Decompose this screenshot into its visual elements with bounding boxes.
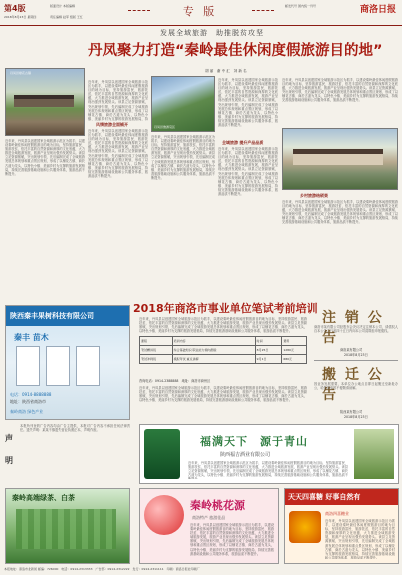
ad-candy [284,488,399,564]
ad-address: 地址：陕西省商洛市 [10,399,46,404]
ad-candy-sub: 商洛四喜糖业 [325,511,349,516]
feature-photo-scenic [151,76,215,132]
cancellation-notice-body: 商洛市某有限公司经股东会决议决定注销本公司，请债权人自本公告之日起四十五日内向本公司清算组申报债权。 [314,325,398,334]
exam-contact: 咨询电话：0914-2388888 地址：商洛市商州区 [139,379,211,383]
photo-caption-2: 丹凤县旅游景区 [154,125,176,129]
header-rule-left [128,10,150,11]
feature-column-5b: 近年来，丹凤县以创建国家全域旅游示范区为抓手，以建设秦岭最佳休闲度假旅游目的地为目标，坚持旅游富民、旅游扶贫，依托丰富的自然资源和深厚的文化底蕴，大力推进全域旅游发展，旅游产业呈现出强劲发展势头。该县立足资源禀赋，突出规划引领，先后编制完成了全域旅游发展总体规划和重点景区规划，形成了以棣花古镇、商於古道为龙头，以特色小镇、美丽乡村为支撑的旅游发展格局，持续完善旅游基础设施和公共服务体系，旅游品质不断提升。 [282,200,398,225]
section-title: 专 版 [182,5,218,18]
peach-shape [144,495,184,535]
ad-peach-text: 近年来，丹凤县以创建国家全域旅游示范区为抓手，以建设秦岭最佳休闲度假旅游目的地为目标，坚持旅游富民、旅游扶贫，依托丰富的自然资源和深厚的文化底蕴，大力推进全域旅游发展，旅游产业呈现出强劲发展势头。该县立足资源禀赋，突出规划引领，先后编制完成了全域旅游发展总体规划和重点景区规划，形成了以棣花古镇、商於古道为龙头，以特色小镇、美丽乡村为支撑的旅游发展格局，持续完善旅游基础设施和公共服务体系，旅游品质不断提升。 [190,523,274,556]
feature-column-5a: 近年来，丹凤县以创建国家全域旅游示范区为抓手，以建设秦岭最佳休闲度假旅游目的地为目标，坚持旅游富民、旅游扶贫，依托丰富的自然资源和深厚的文化底蕴，大力推进全域旅游发展，旅游产业呈现出强劲发展势头。该县立足资源禀赋，突出规划引领，先后编制完成了全域旅游发展总体规划和重点景区规划，形成了以棣花古镇、商於古道为龙头，以特色小镇、美丽乡村为支撑的旅游发展格局，持续完善旅游基础设施和公共服务体系，旅游品质不断提升。 [282,78,398,103]
statement-label: 声 明 [5,434,13,465]
page-number: 第4版 [4,4,26,13]
ad-peach-title: 秦岭桃花源 [190,499,245,512]
th-time: 时间 [255,337,282,346]
feature-column-4a: 近年来，丹凤县以创建国家全域旅游示范区为抓手，以建设秦岭最佳休闲度假旅游目的地为目标，坚持旅游富民、旅游扶贫，依托丰富的自然资源和深厚的文化底蕴，大力推进全域旅游发展，旅游产业呈现出强劲发展势头。该县立足资源禀赋，突出规划引领，先后编制完成了全域旅游发展总体规划和重点景区规划，形成了以棣花古镇、商於古道为龙头，以特色小镇、美丽乡村为支撑的旅游发展格局，持续完善旅游基础设施和公共服务体系，旅游品质不断提升。 [218,78,278,128]
header-rule-right [252,10,274,11]
subhead-1: 风情旅游全面铺开 [96,122,128,127]
product-box-3 [76,346,100,386]
feature-column-4b: 近年来，丹凤县以创建国家全域旅游示范区为抓手，以建设秦岭最佳休闲度假旅游目的地为目标，坚持旅游富民、旅游扶贫，依托丰富的自然资源和深厚的文化底蕴，大力推进全域旅游发展，旅游产业呈现出强劲发展势头。该县立足资源禀赋，突出规划引领，先后编制完成了全域旅游发展总体规划和重点景区规划，形成了以棣花古镇、商於古道为龙头，以特色小镇、美丽乡村为支撑的旅游发展格局，持续完善旅游基础设施和公共服务体系，旅游品质不断提升。 [218,147,278,197]
ad-footer: 秦岭商洛 绿色产业 [10,409,44,414]
feature-byline: 胡 丽 谢 中 汇 刘 新 名 [205,69,247,73]
th-content: 培训内容 [172,337,255,346]
cancellation-notice-date: 2018年8月23日 [344,353,368,357]
cell: 8月25日 [255,346,282,355]
exam-intro: 近年来，丹凤县以创建国家全域旅游示范区为抓手，以建设秦岭最佳休闲度假旅游目的地为目标，坚持旅游富民、旅游扶贫，依托丰富的自然资源和深厚的文化底蕴，大力推进全域旅游发展，旅游产业呈现出强劲发展势头。该县立足资源禀赋，突出规划引领，先后编制完成了全域旅游发展总体规划和重点景区规划，形成了以棣花古镇、商於古道为龙头，以特色小镇、美丽乡村为支撑的旅游发展格局，持续完善旅游基础设施和公共服务体系，旅游品质不断提升。 [139,317,307,334]
feature-photo-town [282,128,398,190]
statement-body: 本报所刊登的广告内容均由广告主提供，本报对广告内容不承担任何法律责任。遗失声明：某某不慎遗失营业执照正本，声明作废。 [20,424,130,433]
page-footer: 本报地址：商洛市北新街 邮编：726000 电话：0914-2313333 广告部：0914-2312222 发行：0914-2311111 印刷：商洛日报社印刷厂 [4,567,200,571]
tea-field-shape [16,509,116,549]
cell: 模拟考试 重点讲解 [172,355,255,364]
ad-phone: 0914-8888888 [22,392,52,397]
ad-liquor-text: 近年来，丹凤县以创建国家全域旅游示范区为抓手，以建设秦岭最佳休闲度假旅游目的地为目标，坚持旅游富民、旅游扶贫，依托丰富的自然资源和深厚的文化底蕴，大力推进全域旅游发展，旅游产业呈现出强劲发展势头。该县立足资源禀赋，突出规划引领，先后编制完成了全域旅游发展总体规划和重点景区规划，形成了以棣花古镇、商於古道为龙头，以特色小镇、美丽乡村为支撑的旅游发展格局，持续完善旅游基础设施和公共服务体系，旅游品质不 [188,461,348,478]
product-box-1 [16,346,40,386]
relocation-notice-date: 2018年8月23日 [344,415,368,419]
cancellation-notice-title: 注 销 公 告 [322,310,384,346]
notice-divider [314,360,398,361]
feature-column-3: 近年来，丹凤县以创建国家全域旅游示范区为抓手，以建设秦岭最佳休闲度假旅游目的地为目标，坚持旅游富民、旅游扶贫，依托丰富的自然资源和深厚的文化底蕴，大力推进全域旅游发展，旅游产业呈现出强劲发展势头。该县立足资源禀赋，突出规划引领，先后编制完成了全域旅游发展总体规划和重点景区规划，形成了以棣花古镇、商於古道为龙头，以特色小镇、美丽乡村为支撑的旅游发展格局，持续完善旅游基础设施和公共服务体系，旅游品质不断提升。 [151,135,215,180]
subhead-2: 全域旅游 提升产品品质 [222,140,264,145]
ad-liquor-slogan: 福满天下 源于青山 [200,435,308,448]
cell: 680元 [282,355,307,364]
feature-kicker: 发展全域旅游 助推脱贫攻坚 [160,29,264,37]
feature-photo-village [5,68,85,136]
subhead-3: 乡村旅游结硕果 [300,193,328,198]
left-meta: 版面设计 本版编辑 [50,4,75,8]
exam-table-header [140,337,307,346]
right-meta: 邮发代号 国内统一刊号 [285,4,316,8]
table-row [140,355,307,364]
cell: 笔试冲刺班 [140,355,173,364]
exam-details: 近年来，丹凤县以创建国家全域旅游示范区为抓手，以建设秦岭最佳休闲度假旅游目的地为目标，坚持旅游富民、旅游扶贫，依托丰富的自然资源和深厚的文化底蕴，大力推进全域旅游发展，旅游产业呈现出强劲发展势头。该县立足资源禀赋，突出规划引领，先后编制完成了全域旅游发展总体规划和重点景区规划，形成了以棣花古镇、商於古道为龙头，以特色小镇、美丽乡村为支撑的旅游发展格局，持续完善旅游基础设施和公共服务体系，旅游品质不断提升。 [139,386,307,403]
cell: 综合基础知识 职业能力倾向测验 [172,346,255,355]
editor-line: 责任编辑 赵军 组版 王红 [50,15,83,19]
relocation-notice-title: 搬 迁 公 告 [322,367,384,403]
ad-peach-sub: 商洛特产 旅游佳品 [192,515,226,520]
roofline-shape [14,95,74,107]
liquor-bottle-shape [144,429,180,479]
relocation-notice-body: 因业务发展需要，本单位办公地点自即日起搬迁至新址办公，给您带来的不便敬请谅解。 [314,382,398,391]
exam-title: 2018年商洛市事业单位笔试考前培训 [133,302,318,315]
feature-column-2b: 近年来，丹凤县以创建国家全域旅游示范区为抓手，以建设秦岭最佳休闲度假旅游目的地为目标，坚持旅游富民、旅游扶贫，依托丰富的自然资源和深厚的文化底蕴，大力推进全域旅游发展，旅游产业呈现出强劲发展势头。该县立足资源禀赋，突出规划引领，先后编制完成了全域旅游发展总体规划和重点景区规划，形成了以棣花古镇、商於古道为龙头，以特色小镇、美丽乡村为支撑的旅游发展格局，持续完善旅游基础设施和公共服务体系，旅游品质不断提升。 [88,129,148,179]
ad-liquor-company: 陕西福吉酒业有限公司 [220,452,271,458]
feature-column-1: 近年来，丹凤县以创建国家全域旅游示范区为抓手，以建设秦岭最佳休闲度假旅游目的地为目标，坚持旅游富民、旅游扶贫，依托丰富的自然资源和深厚的文化底蕴，大力推进全域旅游发展，旅游产业呈现出强劲发展势头。该县立足资源禀赋，突出规划引领，先后编制完成了全域旅游发展总体规划和重点景区规划，形成了以棣花古镇、商於古道为龙头，以特色小镇、美丽乡村为支撑的旅游发展格局，持续完善旅游基础设施和公共服务体系，旅游品质不断提升。 [5,139,85,176]
candy-box-shape [289,511,321,543]
feature-headline: 丹凤聚力打造“秦岭最佳休闲度假旅游目的地” [88,43,383,59]
ad-candy-title: 天天四喜糖 好事自然有 [288,493,361,501]
cancellation-notice-signer: 商洛某有限公司 [340,348,363,352]
masthead-logo: 商洛日报 [359,5,396,15]
table-row [140,346,307,355]
photo-caption: 丹凤县棣花古镇 [10,71,32,75]
relocation-notice-signer: 陕西某有限公司 [340,410,363,414]
th-course: 课程 [140,337,173,346]
cell: 1280元 [282,346,307,355]
building-shape [293,149,383,165]
ad-company-name: 陕西秦丰果树科技有限公司 [10,312,94,320]
product-box-2 [46,346,70,386]
ad-orchard-company [5,305,130,420]
ad-liquor-image [354,429,394,479]
page-header [0,0,402,26]
cell: 9月1日 [255,355,282,364]
ad-liquor [139,424,399,484]
ad-peach [139,488,279,564]
cell: 笔试精讲班 [140,346,173,355]
ad-tea-title: 秦岭高端绿茶、白茶 [12,494,75,502]
date-line: 2018年8月23日 星期四 [4,15,37,19]
exam-table [139,336,307,364]
th-fee: 费用 [282,337,307,346]
feature-column-2a: 近年来，丹凤县以创建国家全域旅游示范区为抓手，以建设秦岭最佳休闲度假旅游目的地为目标，坚持旅游富民、旅游扶贫，依托丰富的自然资源和深厚的文化底蕴，大力推进全域旅游发展，旅游产业呈现出强劲发展势头。该县立足资源禀赋，突出规划引领，先后编制完成了全域旅游发展总体规划和重点景区规划，形成了以棣花古镇、商於古道为龙头，以特色小镇、美丽乡村为支撑的旅游发展格局，持 [88,80,148,121]
ad-phone-label: 电话： [10,392,22,397]
ad-tea [5,488,130,564]
ad-candy-text: 近年来，丹凤县以创建国家全域旅游示范区为抓手，以建设秦岭最佳休闲度假旅游目的地为目标，坚持旅游富民、旅游扶贫，依托丰富的自然资源和深厚的文化底蕴，大力推进全域旅游发展，旅游产业呈现出强劲发展势头。该县立足资源禀赋，突出规划引领，先后编制完成了全域旅游发展总体规划和重点景区规划，形成了以棣花古镇、商於古道为龙头，以特色小镇、美丽乡村为支撑的旅游发展格局，持续完善旅游基础设施和公共服务体系，旅游品质不断提升。 [325,519,395,559]
ad-product: 秦丰 苗木 [14,333,49,342]
